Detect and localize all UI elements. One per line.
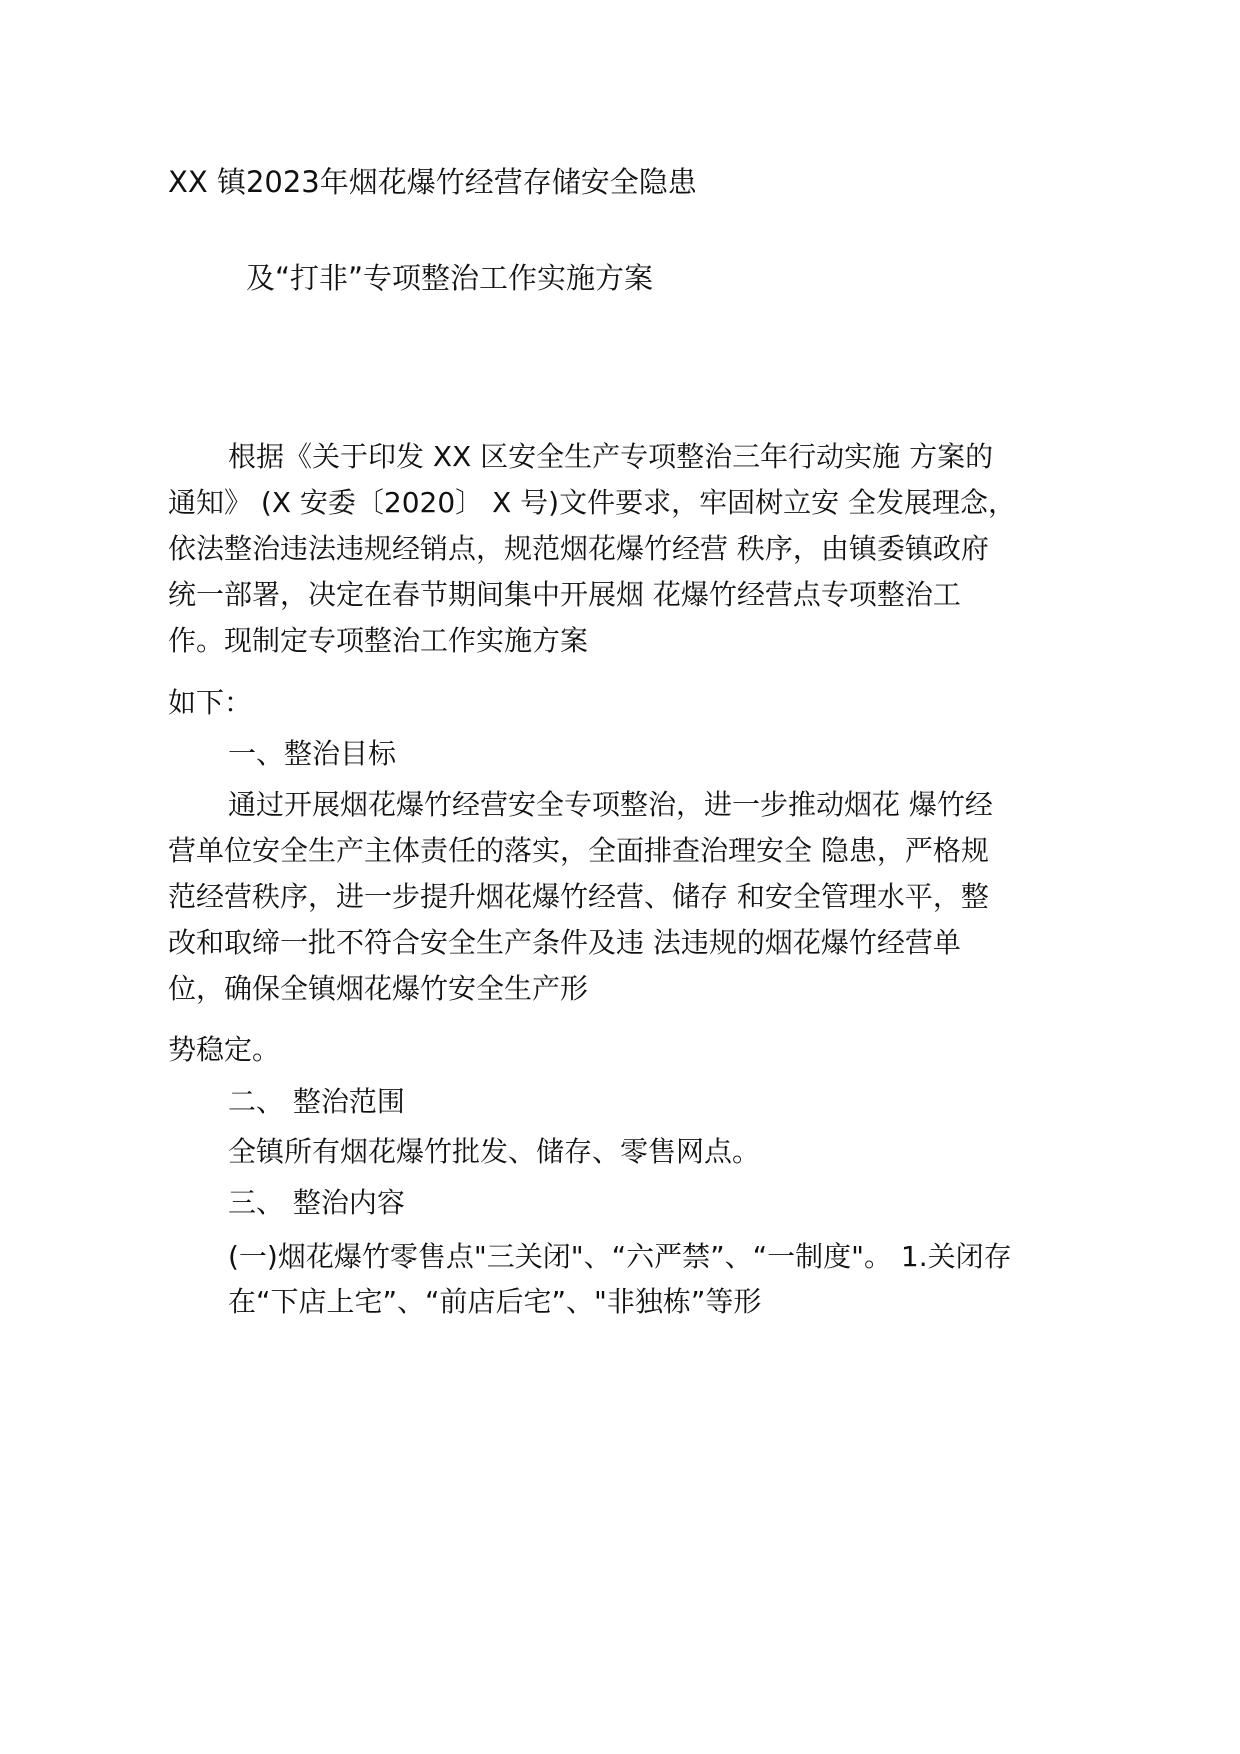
section-1-heading: 一、整治目标 (228, 737, 397, 770)
title-line-1: XX 镇2023年烟花爆竹经营存储安全隐患 (168, 165, 697, 199)
intro-line-2: 通知》 (X 安委〔2020〕 X 号)文件要求，牢固树立安 全发展理念， (168, 486, 1016, 519)
intro-line-4: 统一部署，决定在春节期间集中开展烟 花爆竹经营点专项整治工 (168, 578, 961, 611)
title-line-2: 及“打非”专项整治工作实施方案 (246, 261, 654, 295)
section-3-heading: 三、 整治内容 (228, 1186, 405, 1219)
section-1-line-2: 营单位安全生产主体责任的落实，全面排查治理安全 隐患，严格规 (168, 834, 989, 867)
intro-line-3: 依法整治违法违规经销点，规范烟花爆竹经营 秩序，由镇委镇政府 (168, 532, 989, 565)
intro-line-1: 根据《关于印发 XX 区安全生产专项整治三年行动实施 方案的 (228, 440, 994, 473)
intro-line-5: 作。现制定专项整治工作实施方案 (168, 624, 589, 657)
section-2-heading: 二、 整治范围 (228, 1085, 405, 1118)
section-3-line-1: (一)烟花爆竹零售点"三关闭"、“六严禁”、“一制度"。 1.关闭存 (228, 1240, 1012, 1273)
section-1-line-5: 位，确保全镇烟花爆竹安全生产形 (168, 972, 589, 1005)
section-1-line-3: 范经营秩序，进一步提升烟花爆竹经营、储存 和安全管理水平，整 (168, 880, 989, 913)
section-1-line-1: 通过开展烟花爆竹经营安全专项整治，进一步推动烟花 爆竹经 (228, 788, 993, 821)
section-2-text: 全镇所有烟花爆竹批发、储存、零售网点。 (228, 1135, 761, 1168)
section-3-line-2: 在“下店上宅”、“前店后宅”、"非独栋”等形 (228, 1285, 762, 1318)
section-1-line-4: 改和取缔一批不符合安全生产条件及违 法违规的烟花爆竹经营单 (168, 926, 961, 959)
section-1-tail: 势稳定。 (168, 1033, 281, 1066)
intro-tail: 如下： (168, 686, 253, 719)
